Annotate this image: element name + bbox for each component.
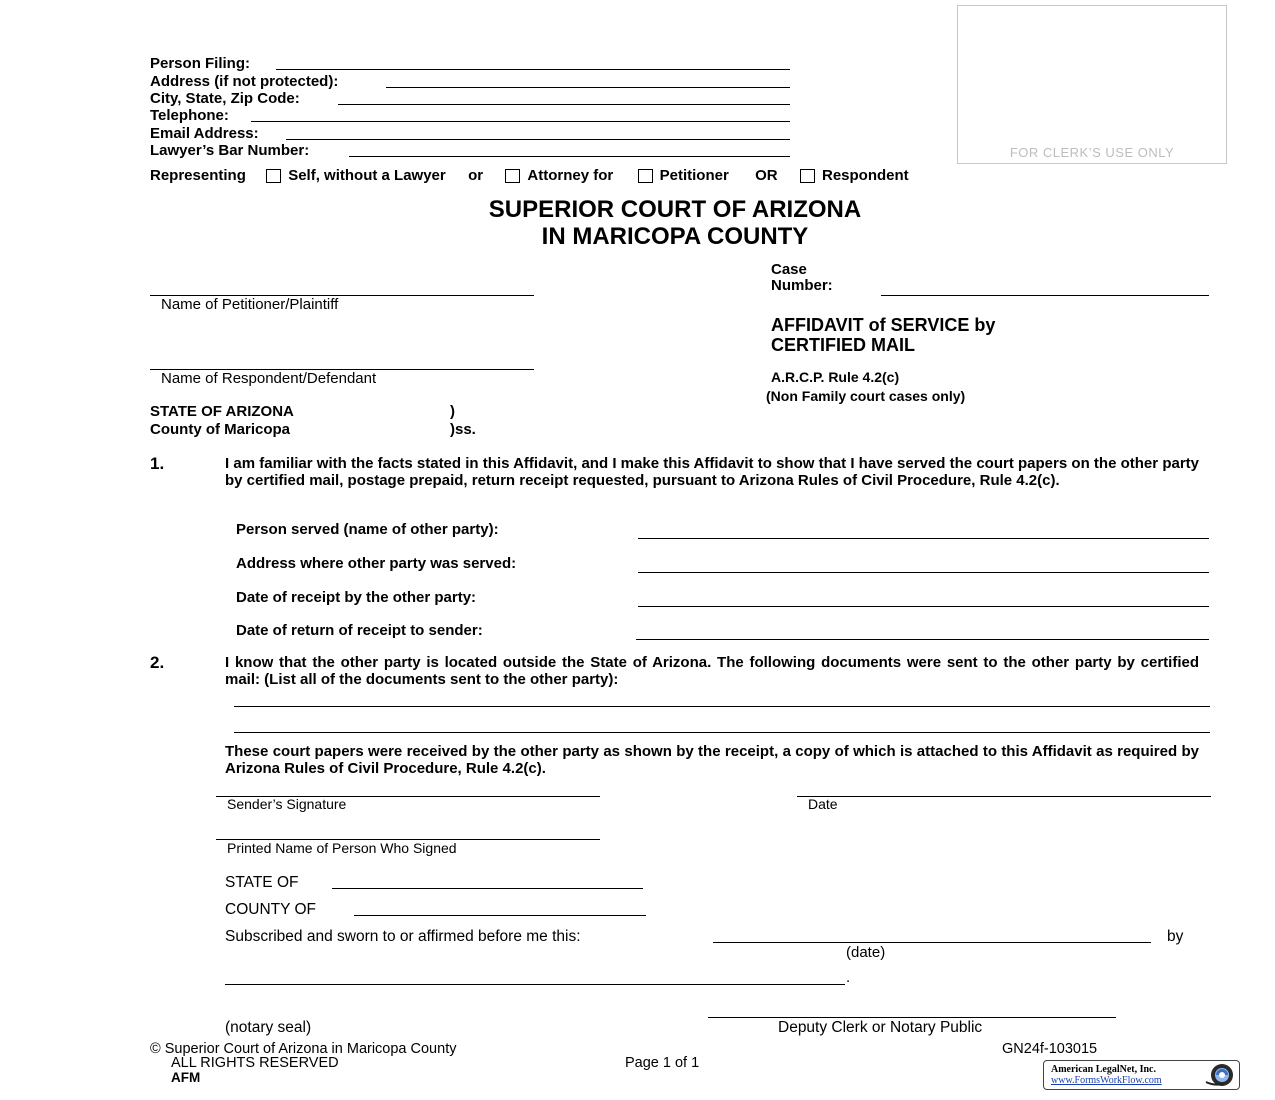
respondent-label: Name of Respondent/Defendant <box>161 370 377 387</box>
receipt-statement: These court papers were received by the other party as shown by the receipt, a copy of which is attached to this Affidavit as required by Arizona Rules of Civil Procedure, Rule 4.2(c). <box>225 743 1199 777</box>
address-field[interactable] <box>386 87 790 88</box>
globe-icon <box>1202 1062 1236 1088</box>
representing-label: Representing <box>150 167 246 184</box>
city-state-zip-field[interactable] <box>338 104 790 105</box>
court-title <box>350 196 1000 250</box>
notary-signature-field[interactable] <box>708 1017 1116 1018</box>
venue-county: County of Maricopa <box>150 421 291 438</box>
city-state-zip-label: City, State, Zip Code: <box>150 90 300 107</box>
return-date-label: Date of return of receipt to sender: <box>236 622 483 639</box>
person-filing-label: Person Filing: <box>150 55 251 72</box>
logo-company-name: American LegalNet, Inc. <box>1051 1064 1156 1075</box>
documents-line-2[interactable] <box>234 732 1210 733</box>
sworn-period: . <box>846 969 851 986</box>
email-field[interactable] <box>286 139 790 140</box>
sworn-date-field[interactable] <box>713 942 1151 943</box>
section2-number: 2. <box>150 653 165 672</box>
document-title-line1: AFFIDAVIT of SERVICE by <box>771 315 996 335</box>
notary-seal-label: (notary seal) <box>225 1019 312 1036</box>
footer-page: Page 1 of 1 <box>625 1055 700 1071</box>
legalnet-logo[interactable] <box>1043 1060 1240 1090</box>
person-served-field[interactable] <box>638 538 1209 539</box>
notary-county-label: COUNTY OF <box>225 901 316 918</box>
section1-text: I am familiar with the facts stated in this Affidavit, and I make this Affidavit to show that I have served the court papers on the other party by certified mail, postage prepaid, return receipt requested, pursuant to Arizona Rules of Civil Procedure, Rule 4.2(c). <box>225 455 1199 489</box>
notary-county-field[interactable] <box>354 915 646 916</box>
or-upper-text: OR <box>755 167 778 184</box>
telephone-field[interactable] <box>251 121 790 122</box>
footer-rights: ALL RIGHTS RESERVED <box>171 1055 339 1071</box>
petitioner-label: Petitioner <box>659 167 729 184</box>
footer-copyright: © Superior Court of Arizona in Maricopa County <box>150 1041 457 1057</box>
signature-date-field[interactable] <box>797 796 1211 797</box>
notary-signature-label: Deputy Clerk or Notary Public <box>778 1019 983 1036</box>
case-label-line1: Case <box>771 261 807 278</box>
section2-text: I know that the other party is located outside the State of Arizona. The following documents were sent to the other party by certified mail: (List all of the documents sent to the other party): <box>225 654 1199 688</box>
case-label-line2: Number: <box>771 277 833 294</box>
court-title-line2: IN MARICOPA COUNTY <box>541 223 809 250</box>
return-date-field[interactable] <box>636 639 1209 640</box>
venue-state: STATE OF ARIZONA <box>150 403 294 420</box>
date-caption: (date) <box>846 944 886 961</box>
case-number-field[interactable] <box>881 295 1209 296</box>
printed-name-label: Printed Name of Person Who Signed <box>227 840 457 856</box>
bar-number-label: Lawyer’s Bar Number: <box>150 142 310 159</box>
sworn-statement: Subscribed and sworn to or affirmed before me this: <box>225 928 581 945</box>
document-title-line2: CERTIFIED MAIL <box>771 335 915 355</box>
sender-signature-label: Sender’s Signature <box>227 796 347 812</box>
notary-state-field[interactable] <box>332 888 643 889</box>
case-number-label <box>771 262 833 294</box>
address-label: Address (if not protected): <box>150 73 339 90</box>
venue-ss: )ss. <box>450 421 476 438</box>
logo-url[interactable]: www.FormsWorkFlow.com <box>1051 1075 1162 1086</box>
or-text: or <box>468 167 484 184</box>
section1-number: 1. <box>150 454 165 473</box>
sworn-by-name-field[interactable] <box>225 984 845 985</box>
respondent-checkbox[interactable] <box>800 169 815 183</box>
clerk-use-label: FOR CLERK’S USE ONLY <box>1009 145 1175 160</box>
respondent-label: Respondent <box>821 167 909 184</box>
receipt-date-field[interactable] <box>638 606 1209 607</box>
person-filing-field[interactable] <box>276 69 790 70</box>
address-served-field[interactable] <box>638 572 1209 573</box>
non-family-note: (Non Family court cases only) <box>766 388 966 404</box>
petitioner-checkbox[interactable] <box>638 169 653 183</box>
address-served-label: Address where other party was served: <box>236 555 517 572</box>
petitioner-label: Name of Petitioner/Plaintiff <box>161 296 339 313</box>
person-served-label: Person served (name of other party): <box>236 521 499 538</box>
receipt-date-label: Date of receipt by the other party: <box>236 589 477 606</box>
documents-line-1[interactable] <box>234 706 1210 707</box>
representing-row <box>150 167 909 184</box>
clerk-use-box <box>957 5 1227 164</box>
sworn-by-text: by <box>1167 928 1184 945</box>
court-title-line1: SUPERIOR COURT OF ARIZONA <box>488 196 862 223</box>
attorney-checkbox[interactable] <box>505 169 520 183</box>
footer-afm: AFM <box>171 1070 201 1085</box>
self-label: Self, without a Lawyer <box>288 167 446 184</box>
rule-reference: A.R.C.P. Rule 4.2(c) <box>771 369 900 385</box>
footer-form-id: GN24f-103015 <box>1002 1041 1098 1057</box>
document-title <box>771 315 995 355</box>
self-checkbox[interactable] <box>266 169 281 183</box>
email-label: Email Address: <box>150 125 259 142</box>
signature-date-label: Date <box>808 796 838 812</box>
venue-paren: ) <box>450 403 455 420</box>
bar-number-field[interactable] <box>349 156 790 157</box>
notary-state-label: STATE OF <box>225 874 299 891</box>
telephone-label: Telephone: <box>150 107 229 124</box>
attorney-label: Attorney for <box>527 167 614 184</box>
